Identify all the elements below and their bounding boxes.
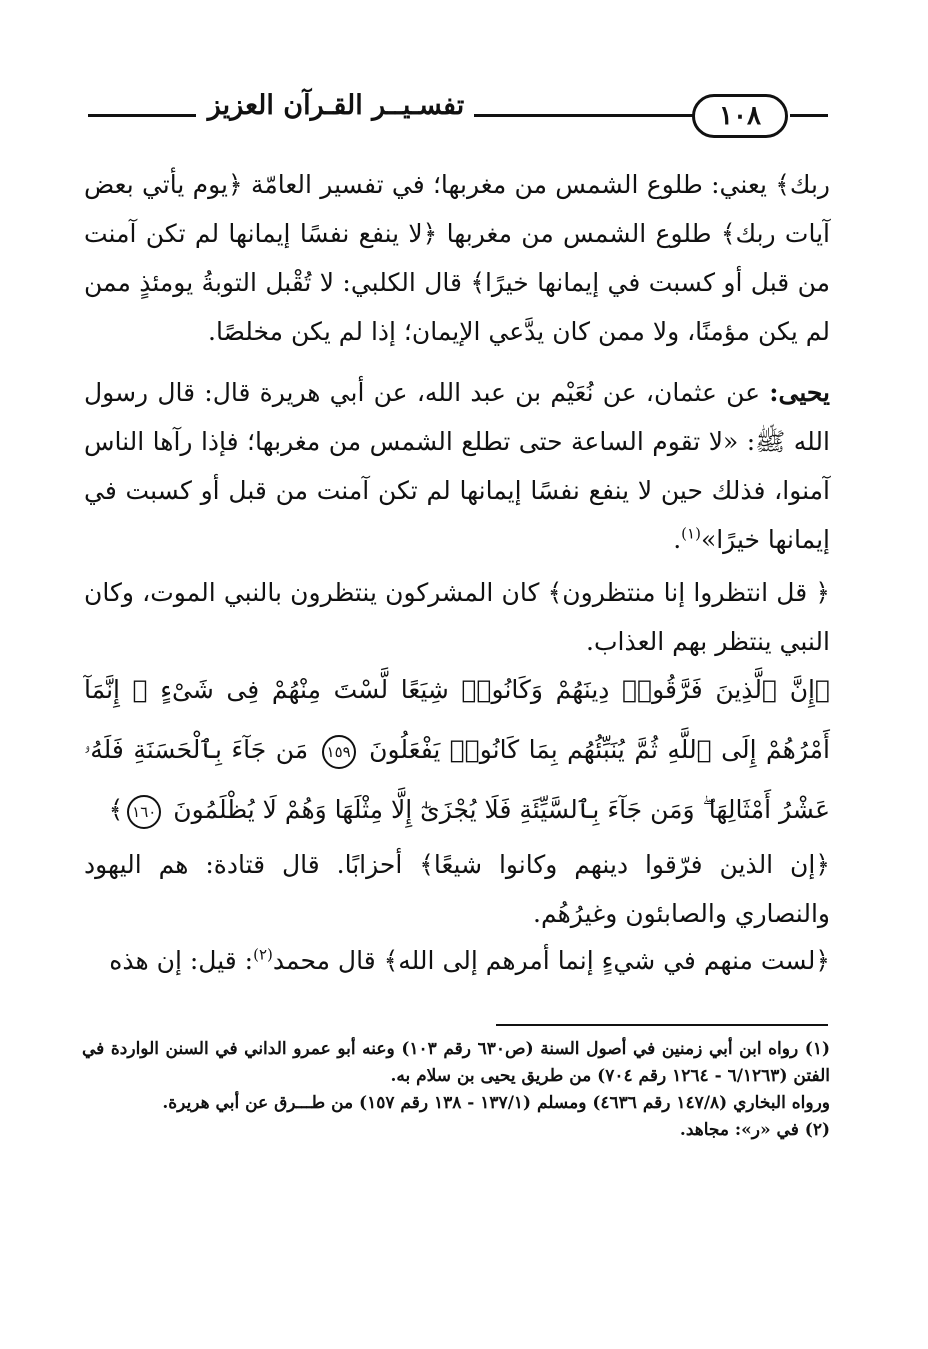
paragraph-text: ﴿لست منهم في شيءٍ إنما أمرهم إلى الله﴾ قال محمد [272, 946, 830, 975]
footnotes [82, 1036, 830, 1144]
speaker-name: يحيى: [769, 378, 830, 407]
footnote-ref-2: (٢) [253, 945, 273, 964]
page-header [88, 88, 828, 144]
footnote-1-continued: ورواه البخاري (١٤٧/٨ رقم ٤٦٣٦) ومسلم (١٣٧/١ - ١٣٨ رقم ١٥٧) من طـــرق عن أبي هريرة. [162, 1093, 830, 1113]
paragraph-hadith [84, 368, 830, 564]
running-title: تفسـيــر القـرآن العزيز [207, 90, 465, 121]
paragraph-text-end: : قيل: إن هذه [109, 946, 254, 975]
paragraph-tafsir-2 [84, 568, 830, 666]
verse-close-bracket: ﴾ [108, 795, 124, 824]
page-number: ١٠٨ [692, 94, 788, 138]
hadith-text: عن عثمان، عن نُعَيْم بن عبد الله، عن أبي هريرة قال: قال رسول الله ﷺ: «لا تقوم الساعة حتى تطلع الشمس من مغربها؛ فإذا رآها الناس آمنوا، فذلك حين لا ينفع نفسًا إيمانها لم تكن آمنت من قبل أو كسبت في إيمانها خيرًا» [84, 378, 830, 554]
paragraph-tafsir-1 [84, 160, 830, 356]
paragraph-text: ربك﴾ يعني: طلوع الشمس من مغربها؛ في تفسير العامّة ﴿يوم يأتي بعض آيات ربك﴾ طلوع الشمس من مغربها ﴿لا ينفع نفسًا إيمانها لم تكن آمنت من قبل أو كسبت في إيمانها خيرًا﴾ قال الكلبي: لا تُقْبل التوبةُ يومئذٍ ممن لم يكن مؤمنًا، ولا ممن كان يدَّعي الإيمان؛ إذا لم يكن مخلصًا. [84, 170, 830, 346]
footnote-2: (٢) في «ر»: مجاهد. [679, 1120, 830, 1140]
paragraph-tafsir-4 [84, 936, 830, 985]
ayah-number-159: ١٥٩ [322, 735, 356, 769]
sentence-end: . [673, 525, 682, 554]
paragraph-tafsir-3 [84, 840, 830, 938]
footnote-separator [496, 1024, 828, 1026]
verse-text-2: مَن جَآءَ بِٱلْحَسَنَةِ فَلَهُۥ عَشْرُ أَمْثَالِهَا ۖ وَمَن جَآءَ بِٱلسَّيِّئَةِ فَلَا يُجْزَىٰٓ إِلَّا مِثْلَهَا وَهُمْ لَا يُظْلَمُونَ [84, 735, 830, 824]
paragraph-text: ﴿إن الذين فرّقوا دينهم وكانوا شيعًا﴾ أحزابًا. قال قتادة: هم اليهود والنصاري والصابئون وغيرُهُم. [84, 850, 830, 928]
paragraph-text: ﴿ قل انتظروا إنا منتظرون﴾ كان المشركون ينتظرون بالنبي الموت، وكان النبي ينتظر بهم العذاب. [84, 578, 830, 656]
quran-verse-block [84, 660, 830, 840]
footnote-1: (١) رواه ابن أبي زمنين في أصول السنة (ص٦٣٠ رقم ١٠٣) وعنه أبو عمرو الداني في السنن الواردة في الفتن (٦/١٢٦٣ - ١٢٦٤ رقم ٧٠٤) من طريق يحيى بن سلام به. [82, 1039, 830, 1086]
header-rule-left [88, 114, 196, 117]
verse-text-1: ﴿إِنَّ ٱلَّذِينَ فَرَّقُوا۟ دِينَهُمْ وَكَانُوا۟ شِيَعًا لَّسْتَ مِنْهُمْ فِى شَىْءٍ ۚ إِنَّمَآ أَمْرُهُمْ إِلَى ٱللَّهِ ثُمَّ يُنَبِّئُهُم بِمَا كَانُوا۟ يَفْعَلُونَ [84, 675, 830, 764]
footnote-ref-1: (١) [681, 524, 701, 543]
header-rule-right [790, 114, 828, 117]
ayah-number-160: ١٦٠ [127, 795, 161, 829]
